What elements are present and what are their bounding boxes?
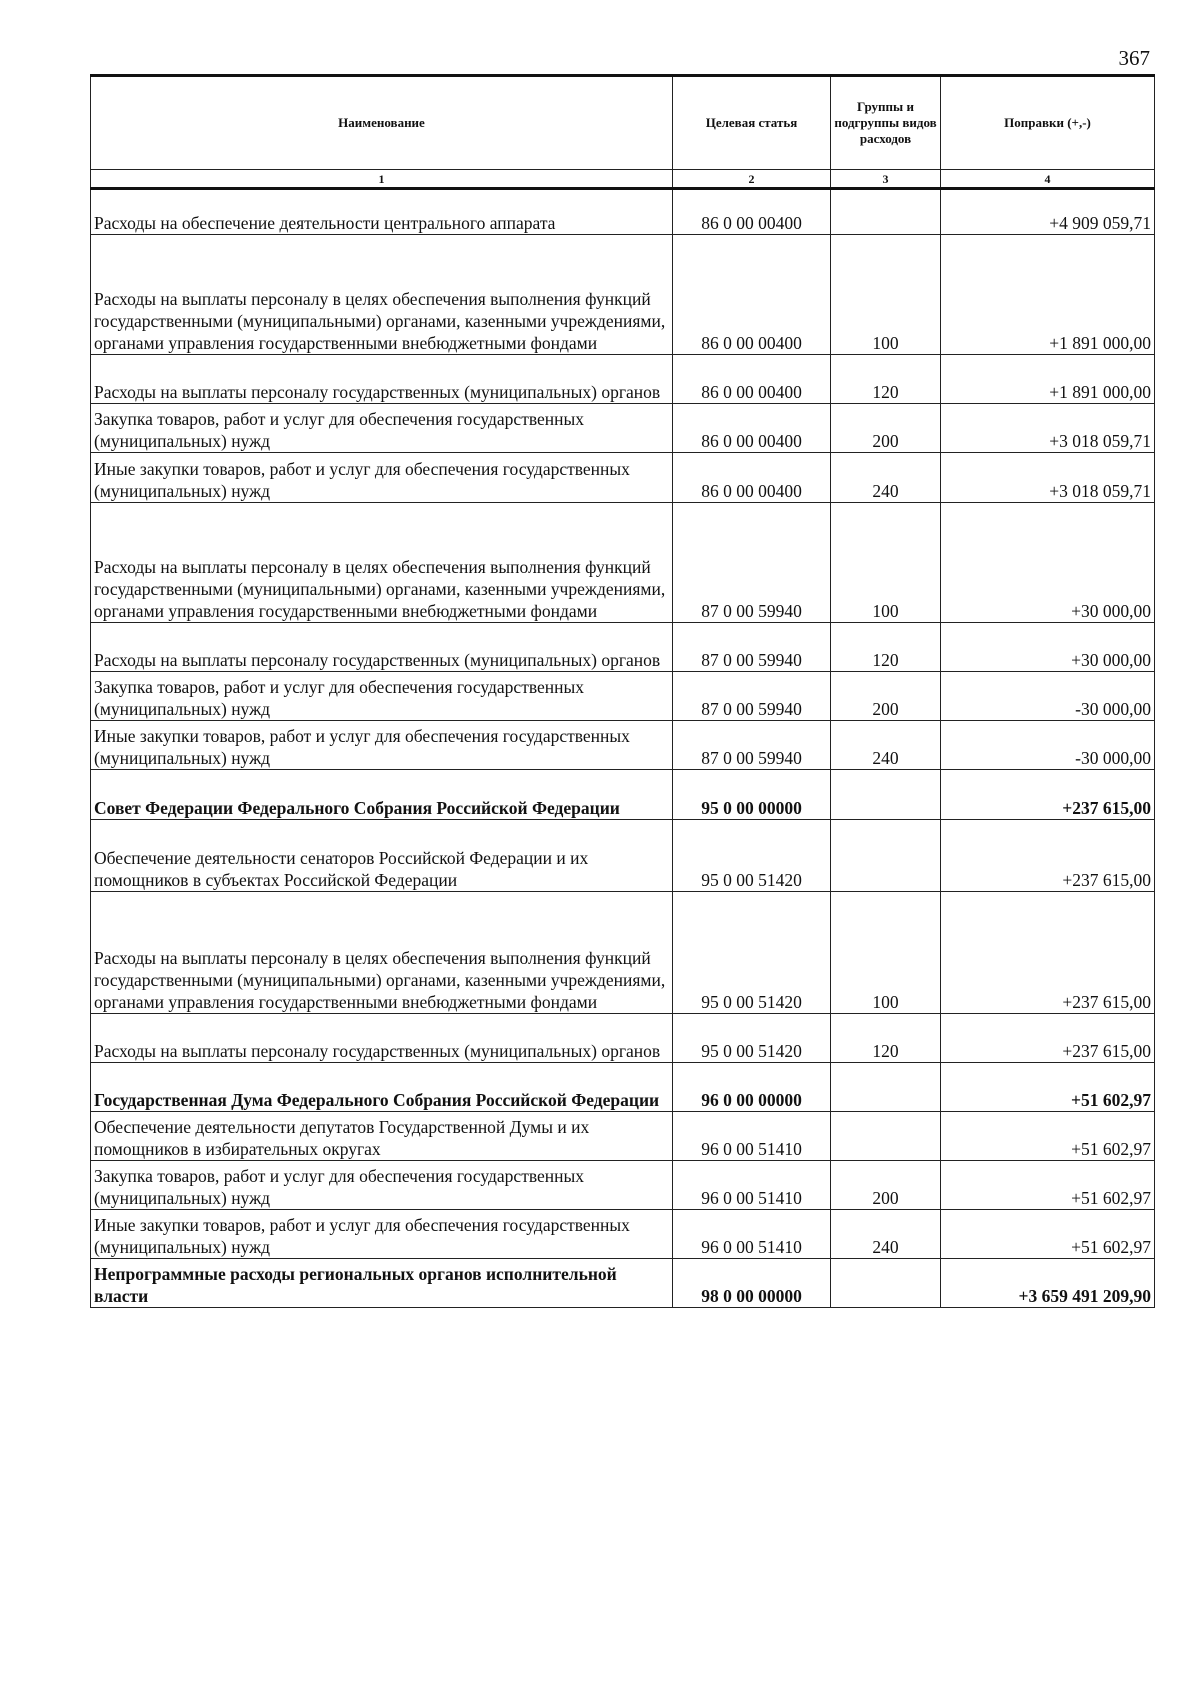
table-row [91,235,1155,355]
row-expense-group-cell: 100 [831,892,941,1014]
row-target-code-cell: 87 0 00 59940 [673,672,831,721]
row-expense-group-cell: 120 [831,1014,941,1063]
page-number: 367 [1118,46,1150,70]
row-target-code-cell: 86 0 00 00400 [673,404,831,453]
row-amendment-cell: +51 602,97 [941,1161,1155,1210]
row-expense-group-cell [831,189,941,235]
table-row [91,721,1155,770]
table-row [91,672,1155,721]
row-target-code-cell: 96 0 00 00000 [673,1063,831,1112]
row-target-code-cell: 95 0 00 51420 [673,820,831,892]
row-amendment-cell: +30 000,00 [941,623,1155,672]
row-name-cell: Государственная Дума Федерального Собрания Российской Федерации [91,1063,673,1112]
row-name-cell: Расходы на выплаты персоналу в целях обеспечения выполнения функций государственными (муниципальными) органами, казенными учреждениями, органами управления государственными внебюджетными фондами [91,235,673,355]
row-expense-group-cell: 100 [831,503,941,623]
row-name-cell: Обеспечение деятельности сенаторов Российской Федерации и их помощников в субъектах Российской Федерации [91,820,673,892]
row-expense-group-cell [831,820,941,892]
header-amendment: Поправки (+,-) [941,76,1155,170]
table-row [91,355,1155,404]
table-body [91,189,1155,1308]
row-amendment-cell: +237 615,00 [941,770,1155,820]
row-name-cell: Иные закупки товаров, работ и услуг для обеспечения государственных (муниципальных) нужд [91,721,673,770]
row-name-cell: Непрограммные расходы региональных органов исполнительной власти [91,1259,673,1308]
table-row [91,820,1155,892]
row-name-cell: Закупка товаров, работ и услуг для обеспечения государственных (муниципальных) нужд [91,404,673,453]
row-target-code-cell: 95 0 00 51420 [673,1014,831,1063]
row-amendment-cell: +4 909 059,71 [941,189,1155,235]
row-amendment-cell: +51 602,97 [941,1210,1155,1259]
row-target-code-cell: 98 0 00 00000 [673,1259,831,1308]
table-row [91,503,1155,623]
header-target-code: Целевая статья [673,76,831,170]
row-expense-group-cell [831,1259,941,1308]
row-amendment-cell: +51 602,97 [941,1112,1155,1161]
table-row [91,1210,1155,1259]
row-target-code-cell: 95 0 00 00000 [673,770,831,820]
row-amendment-cell: +237 615,00 [941,1014,1155,1063]
row-name-cell: Расходы на выплаты персоналу в целях обеспечения выполнения функций государственными (муниципальными) органами, казенными учреждениями, органами управления государственными внебюджетными фондами [91,892,673,1014]
row-amendment-cell: -30 000,00 [941,672,1155,721]
row-expense-group-cell: 120 [831,623,941,672]
row-amendment-cell: +3 018 059,71 [941,453,1155,503]
row-expense-group-cell [831,770,941,820]
header-expense-group: Группы и подгруппы видов расходов [831,76,941,170]
row-target-code-cell: 96 0 00 51410 [673,1210,831,1259]
row-target-code-cell: 86 0 00 00400 [673,189,831,235]
column-number: 2 [673,170,831,189]
row-expense-group-cell: 100 [831,235,941,355]
row-name-cell: Закупка товаров, работ и услуг для обеспечения государственных (муниципальных) нужд [91,672,673,721]
table-row [91,1161,1155,1210]
row-name-cell: Иные закупки товаров, работ и услуг для обеспечения государственных (муниципальных) нужд [91,453,673,503]
row-target-code-cell: 87 0 00 59940 [673,721,831,770]
row-name-cell: Расходы на выплаты персоналу в целях обеспечения выполнения функций государственными (муниципальными) органами, казенными учреждениями, органами управления государственными внебюджетными фондами [91,503,673,623]
table-row [91,1112,1155,1161]
row-amendment-cell: +30 000,00 [941,503,1155,623]
row-expense-group-cell [831,1063,941,1112]
table-row [91,1063,1155,1112]
row-expense-group-cell: 240 [831,721,941,770]
row-amendment-cell: +3 659 491 209,90 [941,1259,1155,1308]
row-name-cell: Расходы на выплаты персоналу государственных (муниципальных) органов [91,1014,673,1063]
row-amendment-cell: +1 891 000,00 [941,235,1155,355]
row-name-cell: Расходы на обеспечение деятельности центрального аппарата [91,189,673,235]
row-amendment-cell: -30 000,00 [941,721,1155,770]
table-row [91,623,1155,672]
column-number: 4 [941,170,1155,189]
table-row [91,404,1155,453]
table-row [91,453,1155,503]
row-target-code-cell: 87 0 00 59940 [673,503,831,623]
row-name-cell: Расходы на выплаты персоналу государственных (муниципальных) органов [91,623,673,672]
row-amendment-cell: +237 615,00 [941,892,1155,1014]
row-expense-group-cell: 200 [831,1161,941,1210]
table-row [91,1259,1155,1308]
row-expense-group-cell: 200 [831,404,941,453]
row-name-cell: Совет Федерации Федерального Собрания Российской Федерации [91,770,673,820]
row-name-cell: Закупка товаров, работ и услуг для обеспечения государственных (муниципальных) нужд [91,1161,673,1210]
row-target-code-cell: 86 0 00 00400 [673,453,831,503]
row-target-code-cell: 96 0 00 51410 [673,1112,831,1161]
row-expense-group-cell: 240 [831,453,941,503]
row-name-cell: Расходы на выплаты персоналу государственных (муниципальных) органов [91,355,673,404]
row-amendment-cell: +237 615,00 [941,820,1155,892]
header-name: Наименование [91,76,673,170]
row-amendment-cell: +51 602,97 [941,1063,1155,1112]
row-amendment-cell: +3 018 059,71 [941,404,1155,453]
row-target-code-cell: 95 0 00 51420 [673,892,831,1014]
budget-amendments-table [90,74,1155,1308]
row-target-code-cell: 86 0 00 00400 [673,355,831,404]
column-number: 3 [831,170,941,189]
table-row [91,189,1155,235]
table-row [91,892,1155,1014]
column-number: 1 [91,170,673,189]
row-target-code-cell: 96 0 00 51410 [673,1161,831,1210]
table-row [91,770,1155,820]
row-target-code-cell: 86 0 00 00400 [673,235,831,355]
row-name-cell: Иные закупки товаров, работ и услуг для обеспечения государственных (муниципальных) нужд [91,1210,673,1259]
row-name-cell: Обеспечение деятельности депутатов Государственной Думы и их помощников в избирательных округах [91,1112,673,1161]
row-expense-group-cell: 200 [831,672,941,721]
row-expense-group-cell: 120 [831,355,941,404]
row-target-code-cell: 87 0 00 59940 [673,623,831,672]
table-header [91,76,1155,189]
row-expense-group-cell: 240 [831,1210,941,1259]
row-amendment-cell: +1 891 000,00 [941,355,1155,404]
table-row [91,1014,1155,1063]
row-expense-group-cell [831,1112,941,1161]
